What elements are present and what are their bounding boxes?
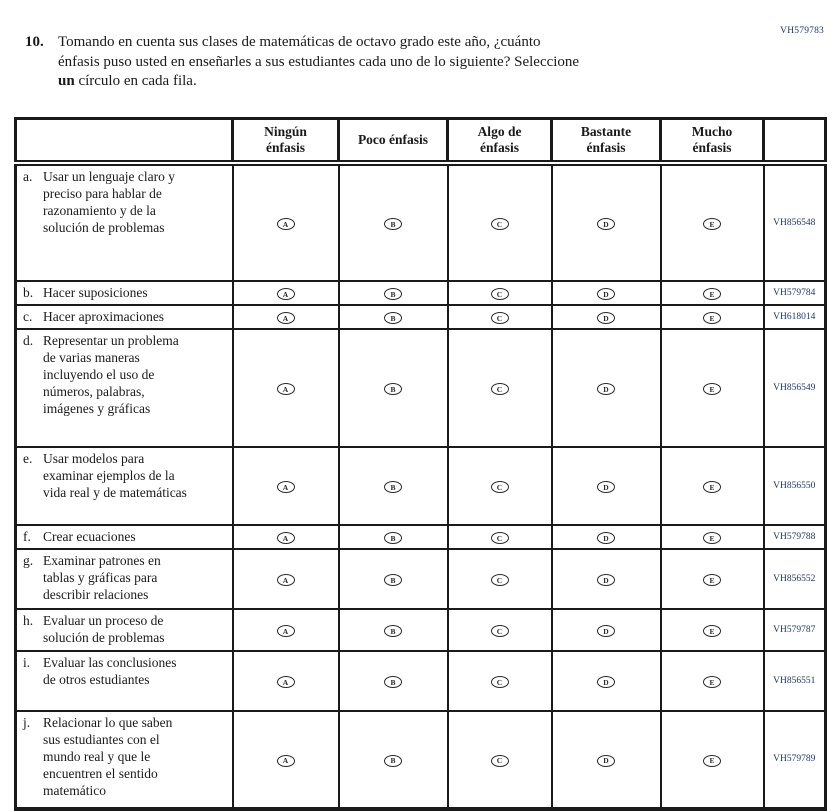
answer-bubble-b[interactable]: B [384, 676, 402, 688]
header-row [16, 119, 826, 163]
option-cell-b [339, 525, 448, 549]
option-cell-a [233, 163, 339, 281]
option-cell-b [339, 711, 448, 809]
option-cell-b [339, 549, 448, 609]
option-cell-c [448, 447, 552, 525]
answer-bubble-e[interactable]: E [703, 755, 721, 767]
option-cell-a [233, 609, 339, 651]
answer-bubble-a[interactable]: A [277, 288, 295, 300]
answer-bubble-a[interactable]: A [277, 574, 295, 586]
answer-bubble-c[interactable]: C [491, 312, 509, 324]
answer-bubble-e[interactable]: E [703, 312, 721, 324]
option-cell-a [233, 329, 339, 447]
answer-bubble-b[interactable]: B [384, 218, 402, 230]
column-header-blank [16, 119, 233, 163]
item-code: VH856551 [764, 651, 826, 711]
answer-bubble-e[interactable]: E [703, 676, 721, 688]
option-cell-e [661, 163, 764, 281]
answer-bubble-c[interactable]: C [491, 625, 509, 637]
answer-bubble-e[interactable]: E [703, 218, 721, 230]
option-cell-c [448, 281, 552, 305]
question-block [25, 33, 725, 92]
answer-bubble-e[interactable]: E [703, 574, 721, 586]
table-row-f [16, 525, 826, 549]
row-label: g. Examinar patrones en tablas y gráficas para describir relaciones [16, 549, 233, 609]
column-header-code-blank [764, 119, 826, 163]
answer-bubble-e[interactable]: E [703, 481, 721, 493]
option-cell-c [448, 651, 552, 711]
option-cell-b [339, 305, 448, 329]
column-header-algo-de-enfasis: Algo de énfasis [448, 119, 552, 163]
answer-bubble-d[interactable]: D [597, 676, 615, 688]
row-label: e. Usar modelos para examinar ejemplos de la vida real y de matemáticas [16, 447, 233, 525]
option-cell-d [552, 525, 661, 549]
answer-bubble-b[interactable]: B [384, 574, 402, 586]
option-cell-c [448, 329, 552, 447]
question-accession-code: VH579783 [780, 26, 824, 36]
answer-bubble-c[interactable]: C [491, 532, 509, 544]
option-cell-a [233, 549, 339, 609]
answer-bubble-a[interactable]: A [277, 625, 295, 637]
option-cell-a [233, 305, 339, 329]
answer-bubble-b[interactable]: B [384, 625, 402, 637]
option-cell-b [339, 163, 448, 281]
option-cell-d [552, 281, 661, 305]
option-cell-c [448, 711, 552, 809]
table-row-c [16, 305, 826, 329]
answer-bubble-c[interactable]: C [491, 574, 509, 586]
answer-bubble-e[interactable]: E [703, 625, 721, 637]
option-cell-c [448, 549, 552, 609]
row-label: j. Relacionar lo que saben sus estudiantes con el mundo real y que le encuentren el sentido matemático [16, 711, 233, 809]
option-cell-b [339, 281, 448, 305]
answer-bubble-d[interactable]: D [597, 218, 615, 230]
option-cell-a [233, 281, 339, 305]
answer-bubble-a[interactable]: A [277, 676, 295, 688]
item-code: VH579784 [764, 281, 826, 305]
answer-bubble-c[interactable]: C [491, 288, 509, 300]
answer-bubble-c[interactable]: C [491, 218, 509, 230]
answer-bubble-a[interactable]: A [277, 481, 295, 493]
emphasis-matrix-table [14, 117, 827, 811]
option-cell-c [448, 305, 552, 329]
row-label: c. Hacer aproximaciones [16, 305, 233, 329]
answer-bubble-d[interactable]: D [597, 532, 615, 544]
option-cell-e [661, 447, 764, 525]
item-code: VH579788 [764, 525, 826, 549]
option-cell-d [552, 329, 661, 447]
answer-bubble-b[interactable]: B [384, 481, 402, 493]
option-cell-a [233, 447, 339, 525]
answer-bubble-c[interactable]: C [491, 481, 509, 493]
answer-bubble-a[interactable]: A [277, 383, 295, 395]
option-cell-a [233, 711, 339, 809]
row-label: i. Evaluar las conclusiones de otros estudiantes [16, 651, 233, 711]
option-cell-b [339, 651, 448, 711]
answer-bubble-b[interactable]: B [384, 312, 402, 324]
option-cell-b [339, 609, 448, 651]
row-label: a. Usar un lenguaje claro y preciso para hablar de razonamiento y de la solución de problemas [16, 163, 233, 281]
option-cell-d [552, 711, 661, 809]
table-row-b [16, 281, 826, 305]
option-cell-d [552, 447, 661, 525]
question-text [58, 33, 579, 92]
option-cell-e [661, 609, 764, 651]
table-row-g [16, 549, 826, 609]
answer-bubble-c[interactable]: C [491, 383, 509, 395]
question-number: 10. [25, 34, 44, 50]
item-code: VH579787 [764, 609, 826, 651]
answer-bubble-e[interactable]: E [703, 383, 721, 395]
column-header-mucho-enfasis: Mucho énfasis [661, 119, 764, 163]
option-cell-a [233, 525, 339, 549]
table-row-a [16, 163, 826, 281]
option-cell-a [233, 651, 339, 711]
option-cell-e [661, 711, 764, 809]
option-cell-e [661, 281, 764, 305]
option-cell-e [661, 329, 764, 447]
item-code: VH856549 [764, 329, 826, 447]
answer-bubble-d[interactable]: D [597, 481, 615, 493]
row-label: b. Hacer suposiciones [16, 281, 233, 305]
answer-bubble-b[interactable]: B [384, 288, 402, 300]
item-code: VH856552 [764, 549, 826, 609]
answer-bubble-b[interactable]: B [384, 383, 402, 395]
answer-bubble-a[interactable]: A [277, 218, 295, 230]
column-header-bastante-enfasis: Bastante énfasis [552, 119, 661, 163]
row-label: d. Representar un problema de varias maneras incluyendo el uso de números, palabras, imágenes y gráficas [16, 329, 233, 447]
table-row-e [16, 447, 826, 525]
question-bold-word: un [58, 73, 75, 89]
question-line-2: énfasis puso usted en enseñarles a sus estudiantes cada uno de lo siguiente? Seleccione [58, 53, 580, 70]
answer-bubble-a[interactable]: A [277, 755, 295, 767]
option-cell-e [661, 525, 764, 549]
answer-bubble-d[interactable]: D [597, 312, 615, 324]
question-line-3 [58, 72, 579, 92]
option-cell-e [661, 305, 764, 329]
item-code: VH579789 [764, 711, 826, 809]
answer-bubble-a[interactable]: A [277, 532, 295, 544]
option-cell-e [661, 651, 764, 711]
option-cell-b [339, 447, 448, 525]
answer-bubble-c[interactable]: C [491, 676, 509, 688]
row-label: f. Crear ecuaciones [16, 525, 233, 549]
option-cell-d [552, 609, 661, 651]
option-cell-c [448, 609, 552, 651]
table-row-i [16, 651, 826, 711]
option-cell-d [552, 549, 661, 609]
answer-bubble-b[interactable]: B [384, 532, 402, 544]
option-cell-d [552, 163, 661, 281]
answer-bubble-e[interactable]: E [703, 288, 721, 300]
answer-bubble-d[interactable]: D [597, 383, 615, 395]
answer-bubble-c[interactable]: C [491, 755, 509, 767]
table-row-d [16, 329, 826, 447]
table-row-j [16, 711, 826, 809]
column-header-ningun-enfasis: Ningún énfasis [233, 119, 339, 163]
answer-bubble-b[interactable]: B [384, 755, 402, 767]
answer-bubble-d[interactable]: D [597, 755, 615, 767]
item-code: VH618014 [764, 305, 826, 329]
option-cell-e [661, 549, 764, 609]
answer-bubble-d[interactable]: D [597, 288, 615, 300]
item-code: VH856550 [764, 447, 826, 525]
answer-bubble-d[interactable]: D [597, 625, 615, 637]
answer-bubble-d[interactable]: D [597, 574, 615, 586]
option-cell-b [339, 329, 448, 447]
option-cell-c [448, 163, 552, 281]
question-line-3-rest: círculo en cada fila. [74, 73, 197, 89]
answer-bubble-a[interactable]: A [277, 312, 295, 324]
option-cell-d [552, 651, 661, 711]
question-line-1: Tomando en cuenta sus clases de matemáticas de octavo grado este año, ¿cuánto [58, 34, 541, 50]
item-code: VH856548 [764, 163, 826, 281]
row-label: h. Evaluar un proceso de solución de problemas [16, 609, 233, 651]
column-header-poco-enfasis: Poco énfasis [339, 119, 448, 163]
option-cell-c [448, 525, 552, 549]
answer-bubble-e[interactable]: E [703, 532, 721, 544]
option-cell-d [552, 305, 661, 329]
table-row-h [16, 609, 826, 651]
